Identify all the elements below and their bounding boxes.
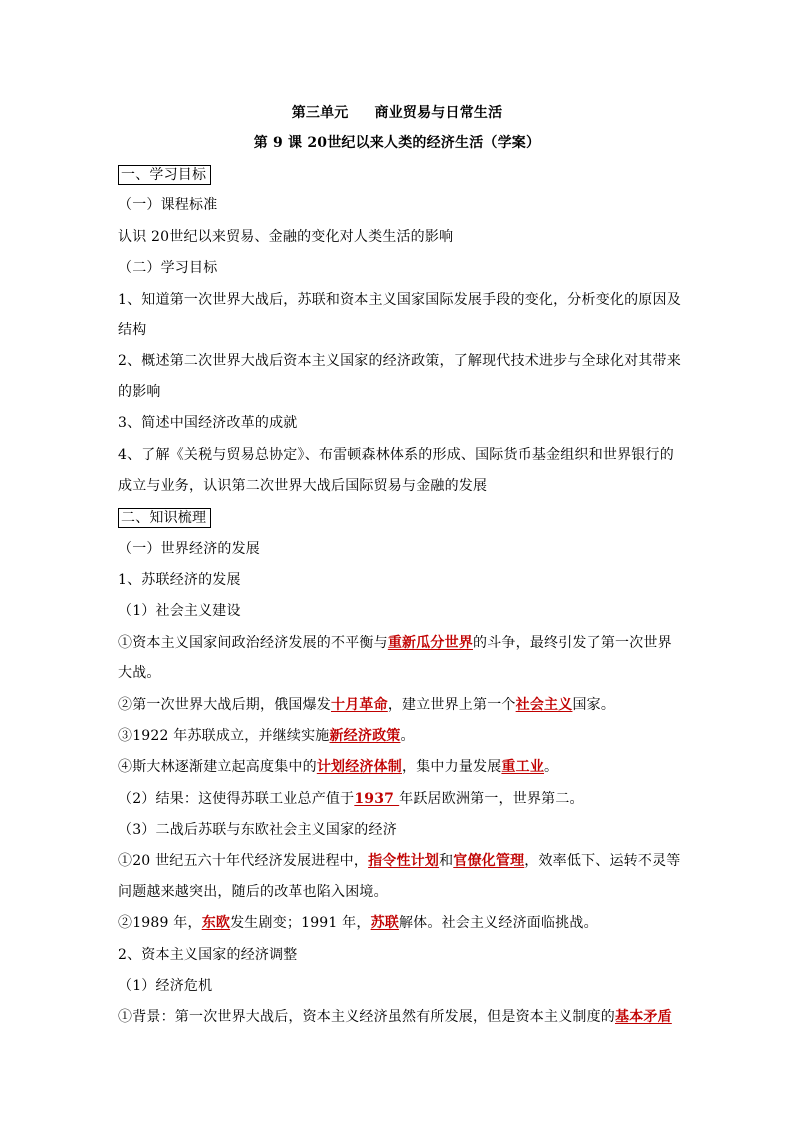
item-1-line1: ①资本主义国家间政治经济发展的不平衡与重新瓜分世界的斗争，最终引发了第一次世界 xyxy=(118,635,672,651)
point-socialist-construction: （1）社会主义建设 xyxy=(118,603,241,619)
objective-4-line2: 成立与业务，认识第二次世界大战后国际贸易与金融的发展 xyxy=(118,478,488,494)
highlight-nep: 新经济政策 xyxy=(329,728,401,744)
objective-1-line1: 1、知道第一次世界大战后，苏联和资本主义国家国际发展手段的变化，分析变化的原因及 xyxy=(118,292,681,308)
highlight-socialist: 社会主义 xyxy=(515,697,573,713)
unit-title-line xyxy=(0,104,794,122)
subheading-curriculum: （一）课程标准 xyxy=(118,197,218,213)
objective-4-line1: 4、了解《关税与贸易总协定》、布雷顿森林体系的形成、国际货币基金组织和世界银行的 xyxy=(118,447,674,463)
objective-2-line1: 2、概述第二次世界大战后资本主义国家的经济政策，了解现代技术进步与全球化对其带来 xyxy=(118,353,681,369)
item-3: ③1922 年苏联成立，并继续实施新经济政策。 xyxy=(118,728,415,744)
highlight-heavy-industry: 重工业 xyxy=(501,759,545,775)
curriculum-standard: 认识 20世纪以来贸易、金融的变化对人类生活的影响 xyxy=(118,229,454,245)
objective-2-line2: 的影响 xyxy=(118,384,161,400)
highlight-bureaucratic-management: 官僚化管理 xyxy=(453,853,525,869)
result-line: （2）结果：这使得苏联工业总产值于1937 年跃居欧洲第一，世界第二。 xyxy=(118,791,584,807)
highlight-eastern-europe: 东欧 xyxy=(201,915,231,931)
highlight-directive-plan: 指令性计划 xyxy=(368,853,440,869)
subheading-objectives: （二）学习目标 xyxy=(118,260,218,276)
item-4: ④斯大林逐渐建立起高度集中的计划经济体制，集中力量发展重工业。 xyxy=(118,759,559,775)
objective-1-line2: 结构 xyxy=(118,322,147,338)
highlight-redivide-world: 重新瓜分世界 xyxy=(387,635,474,651)
item-1-line2: 大战。 xyxy=(118,665,161,681)
crisis-background: ①背景：第一次世界大战后，资本主义经济虽然有所发展，但是资本主义制度的基本矛盾 xyxy=(118,1009,672,1025)
section-heading-knowledge: 二、知识梳理 xyxy=(118,508,211,528)
objective-3: 3、简述中国经济改革的成就 xyxy=(118,415,298,431)
postwar-item-1-line1: ①20 世纪五六十年代经济发展进程中，指令性计划和官僚化管理，效率低下、运转不灵等 xyxy=(118,853,681,869)
section-heading-goals: 一、学习目标 xyxy=(118,165,211,185)
point-postwar-economy: （3）二战后苏联与东欧社会主义国家的经济 xyxy=(118,822,397,838)
highlight-planned-economy: 计划经济体制 xyxy=(316,759,403,775)
unit-label: 第三单元 xyxy=(291,105,349,121)
unit-title: 商业贸易与日常生活 xyxy=(374,105,503,121)
postwar-item-1-line2: 问题越来越突出，随后的改革也陷入困境。 xyxy=(118,884,388,900)
point-soviet-economy: 1、苏联经济的发展 xyxy=(118,572,241,588)
highlight-october-revolution: 十月革命 xyxy=(331,697,388,713)
point-economic-crisis: （1）经济危机 xyxy=(118,978,213,994)
lesson-title: 第 9 课 20世纪以来人类的经济生活（学案） xyxy=(253,135,541,151)
highlight-1937: 1937 xyxy=(354,791,400,807)
highlight-basic-contradiction: 基本矛盾 xyxy=(615,1009,672,1025)
point-capitalist-adjustment: 2、资本主义国家的经济调整 xyxy=(118,947,298,963)
item-2: ②第一次世界大战后期，俄国爆发十月革命，建立世界上第一个社会主义国家。 xyxy=(118,697,616,713)
postwar-item-2: ②1989 年，东欧发生剧变；1991 年，苏联解体。社会主义经济面临挑战。 xyxy=(118,915,598,931)
highlight-soviet-union: 苏联 xyxy=(370,915,399,931)
subheading-world-economy: （一）世界经济的发展 xyxy=(118,541,260,557)
